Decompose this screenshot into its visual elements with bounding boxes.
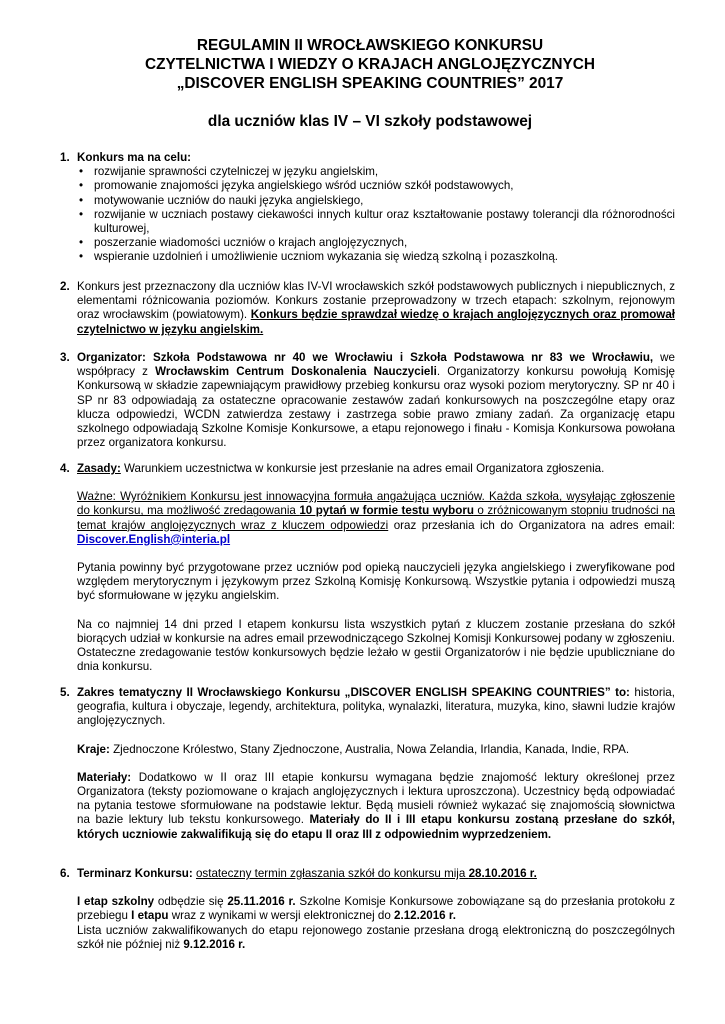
title-line-2: CZYTELNICTWA I WIEDZY O KRAJACH ANGLOJĘZYCZNYCH bbox=[144, 56, 596, 73]
section-5 bbox=[60, 686, 675, 842]
list-item: • motywowanie uczniów do nauki języka angielskiego, bbox=[77, 194, 675, 208]
important-note: Ważne: Wyróżnikiem Konkursu jest innowacyjna formuła angażująca uczniów. Każda szkoła, wysyłając zgłoszenie do konkursu, ma możliwość zredagowania bbox=[77, 490, 675, 518]
list-item: • rozwijanie w uczniach postawy ciekawości innych kultur oraz kształtowanie postawy tolerancji dla różnorodności kulturowej, bbox=[77, 208, 675, 236]
list-item: • poszerzanie wiadomości uczniów o krajach anglojęzycznych, bbox=[77, 236, 675, 250]
section-4 bbox=[60, 462, 675, 674]
section-3 bbox=[60, 351, 675, 450]
list-item: • rozwijanie sprawności czytelniczej w języku angielskim, bbox=[77, 165, 675, 179]
section-text: . Organizatorzy konkursu powołują Komisję Konkursową w składzie zapewniającym prawidłowy przebieg konkursu oraz wysoki poziom merytoryczny. SP nr 40 i SP nr 83 odpowiadają za ostateczne opracowanie zestawów zadań konkursowych na poszczególne etapy oraz klucza odpowiedzi, WCDN zatwierdza zestawy i zastrzega sobie prawo zmiany zadań. Za organizację etapu szkolnego odpowiadają Szkolne Komisje Konkursowe, a etapu rejonowego i finału - Komisja Konkursowa powołana przez organizatora konkursu. bbox=[77, 365, 675, 450]
section-number: 2. bbox=[60, 280, 70, 293]
partner-name: Wrocławskim Centrum Doskonalenia Nauczycieli bbox=[155, 365, 437, 379]
deadline-text: ostateczny termin zgłaszania szkół do konkursu mija bbox=[195, 867, 469, 880]
section-text: oraz przesłania ich do Organizatora na adres email: bbox=[388, 518, 675, 532]
section-heading: Konkurs ma na celu: bbox=[77, 151, 192, 164]
section-text: odbędzie się bbox=[154, 895, 228, 909]
materials-label: Materiały: bbox=[77, 770, 132, 784]
document-title bbox=[80, 36, 660, 93]
questions-list-paragraph: Na co najmniej 14 dni przed I etapem konkursu lista wszystkich pytań z kluczem zostanie przesłana do szkół biorących udział w konkursie na adres email przewodniczącego Szkolnej Komisji Konkursowej podany w zgłoszeniu. Ostateczne zredagowanie testów konkursowych będzie leżało w gestii Organizatorów i nie będzie upubliczniane do dnia konkursu. bbox=[77, 617, 675, 674]
section-text: Lista uczniów zakwalifikowanych do etapu rejonowego zostanie przesłana drogą elektroniczną do poszczególnych szkół nie później niż bbox=[77, 923, 675, 951]
materials-text: Dodatkowo w II oraz III etapie konkursu wymagana będzie znajomość lektury określonej przez Organizatora (teksty poziomowane o krajach anglojęzycznych i lektura uproszczona). Uczestnicy będą odpowiadać na pytania testowe sformułowane na podstawie lektur. Będą musieli również wykazać się znajomością słownictwa na bazie lektury lub tekstu konkursowego. bbox=[77, 770, 675, 827]
section-number: 6. bbox=[60, 867, 70, 880]
rules-label: Zasady: bbox=[77, 462, 121, 475]
title-line-1: REGULAMIN II WROCŁAWSKIEGO KONKURSU bbox=[196, 37, 544, 54]
materials-bold: Materiały do II i III etapu konkursu zostaną przesłane do szkół, których uczniowie zakwalifikują się do etapu II oraz III z odpowiednim wyprzedzeniem. bbox=[77, 813, 675, 841]
title-line-3: „DISCOVER ENGLISH SPEAKING COUNTRIES” 2017 bbox=[176, 75, 564, 92]
section-2 bbox=[60, 280, 675, 337]
section-number: 1. bbox=[60, 151, 70, 164]
list-item: • wspieranie uzdolnień i umożliwienie uczniom wykazania się wiedzą szkolną i pozaszkolną. bbox=[77, 250, 675, 264]
important-note-cont: o zróżnicowanym stopniu trudności na temat krajów anglojęzycznych wraz z kluczem odpowiedzi bbox=[77, 504, 675, 532]
section-number: 4. bbox=[60, 462, 70, 475]
stage1-date: 25.11.2016 r. bbox=[227, 895, 296, 909]
section-text: wraz z wynikami w wersji elektronicznej do bbox=[168, 909, 395, 923]
section-heading: Zakres tematyczny II Wrocławskiego Konkursu „DISCOVER ENGLISH SPEAKING COUNTRIES” to: bbox=[77, 686, 630, 699]
section-emphasis: Konkurs będzie sprawdzał wiedzę o krajach anglojęzycznych oraz promował czytelnictwo w języku angielskim. bbox=[77, 308, 675, 336]
questions-paragraph: Pytania powinny być przygotowane przez uczniów pod opieką nauczycieli języka angielskiego i zweryfikowane pod względem merytorycznym i językowym przez Szkolną Komisję Konkursową. Wszystkie pytania i odpowiedzi muszą być sformułowane w języku angielskim. bbox=[77, 561, 675, 603]
section-6 bbox=[60, 867, 675, 952]
stage1-label: I etap szkolny bbox=[77, 895, 155, 909]
email-link[interactable]: Discover.English@interia.pl bbox=[77, 532, 231, 546]
deadline-date: 28.10.2016 r. bbox=[468, 867, 537, 880]
document-subtitle: dla uczniów klas IV – VI szkoły podstawowej bbox=[207, 113, 533, 130]
section-number: 3. bbox=[60, 351, 70, 364]
goals-list bbox=[77, 165, 675, 264]
section-text: Konkurs jest przeznaczony dla uczniów klas IV-VI wrocławskich szkół podstawowych publicznych i niepublicznych, z elementami różnicowania poziomów. Konkurs zostanie przeprowadzony w trzech etapach: szkolnym, rejonowym oraz wrocławskim (powiatowym). bbox=[77, 280, 675, 322]
section-number: 5. bbox=[60, 686, 70, 699]
protocol-date: 2.12.2016 r. bbox=[394, 909, 456, 923]
schedule-label: Terminarz Konkursu: bbox=[77, 867, 193, 880]
section-text: Szkolne Komisje Konkursowe zobowiązane są do przesłania protokołu z przebiegu bbox=[77, 895, 676, 923]
list-item: • promowanie znajomości języka angielskiego wśród uczniów szkół podstawowych, bbox=[77, 179, 675, 193]
section-text: Warunkiem uczestnictwa w konkursie jest przesłanie na adres email Organizatora zgłoszenia. bbox=[120, 462, 605, 475]
stage1-bold: I etapu bbox=[131, 909, 169, 923]
organizer-lead: Organizator: Szkoła Podstawowa nr 40 we Wrocławiu i Szkoła Podstawowa nr 83 we Wrocławiu, bbox=[77, 351, 654, 364]
section-text: we współpracy z bbox=[77, 351, 675, 379]
section-1 bbox=[60, 151, 675, 265]
important-note-bold: 10 pytań w formie testu wyboru bbox=[299, 504, 474, 518]
countries-label: Kraje: bbox=[77, 742, 110, 756]
list-date: 9.12.2016 r. bbox=[183, 937, 246, 951]
countries-text: Zjednoczone Królestwo, Stany Zjednoczone, Australia, Nowa Zelandia, Irlandia, Kanada, Indie, RPA. bbox=[109, 742, 630, 756]
topics-text: historia, geografia, kultura i obyczaje, legendy, architektura, polityka, wynalazki, literatura, muzyka, kino, sławni ludzie krajów anglojęzycznych. bbox=[77, 686, 675, 728]
